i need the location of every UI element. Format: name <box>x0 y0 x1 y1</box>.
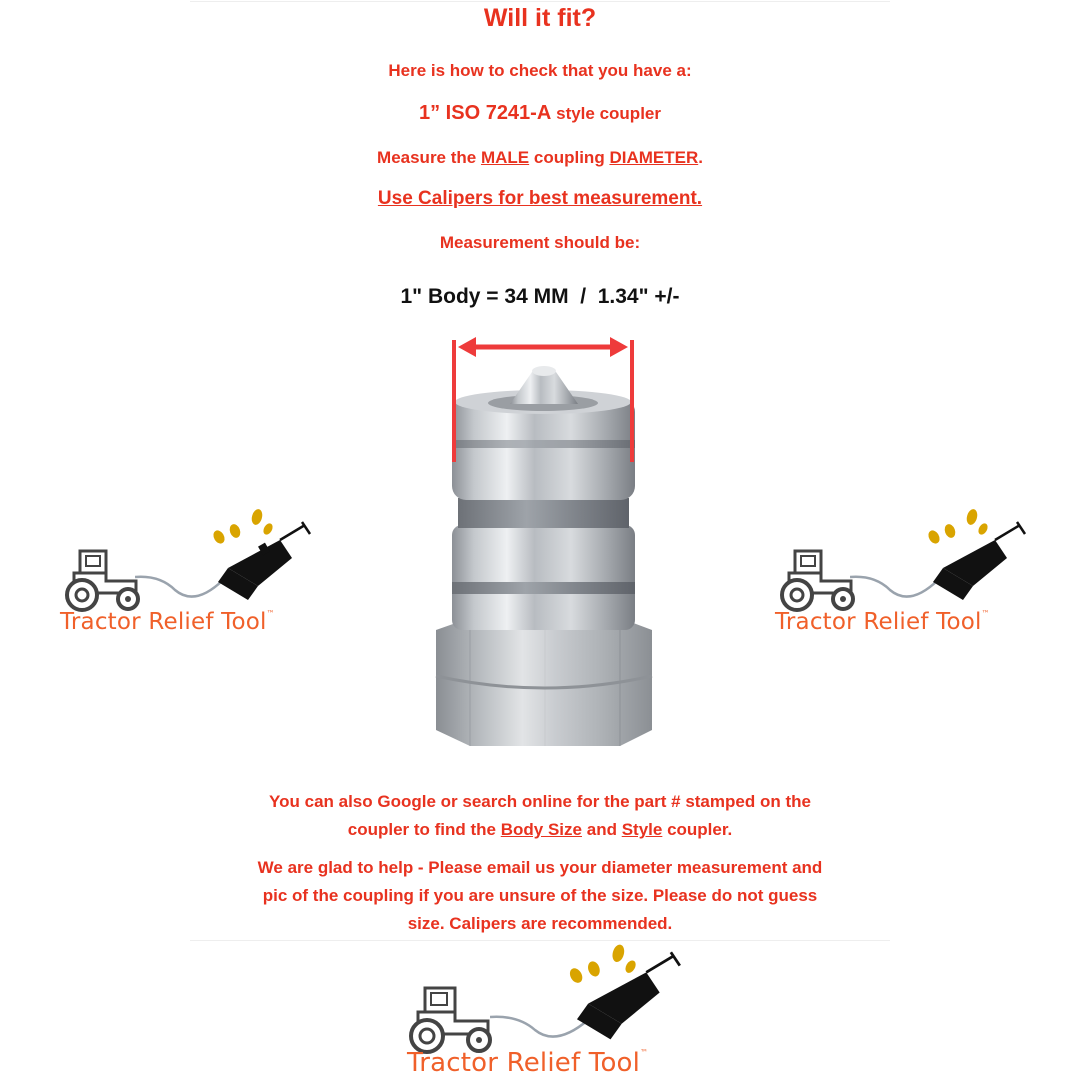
brand-name: Tractor Relief Tool™ <box>407 1048 649 1078</box>
help-text-line1: We are glad to help - Please email us your diameter measurement and <box>257 858 823 877</box>
google-tip-line1: You can also Google or search online for the part # stamped on the <box>269 792 811 811</box>
measurement-intro: Measurement should be: <box>439 233 641 252</box>
coupler-image <box>420 330 670 760</box>
google-tip-line2 <box>0 816 1080 844</box>
oil-drops-icon <box>205 505 285 550</box>
style-text: Style <box>621 820 663 839</box>
measure-period: . <box>698 148 703 167</box>
oil-drops-icon <box>920 505 1000 550</box>
brand-name: Tractor Relief Tool™ <box>775 609 990 635</box>
diameter-text: DIAMETER <box>609 148 699 167</box>
coupler-type <box>0 102 1080 125</box>
intro-text: Here is how to check that you have a: <box>388 61 692 80</box>
measure-before-text: Measure the <box>377 148 477 167</box>
help-text <box>0 854 1080 938</box>
google-tip <box>0 788 1080 844</box>
help-text-line3: size. Calipers are recommended. <box>407 914 673 933</box>
tractor-icon <box>403 980 503 1055</box>
calipers-tip: Use Calipers for best measurement. <box>377 188 703 209</box>
brand-name: Tractor Relief Tool™ <box>60 609 275 635</box>
google-tip-after: coupler. <box>667 820 733 839</box>
help-text-line2: pic of the coupling if you are unsure of the size. Please do not guess <box>262 886 818 905</box>
oil-drops-icon <box>560 940 650 990</box>
measure-instruction <box>0 148 1080 168</box>
and-text: and <box>586 820 617 839</box>
page-title: Will it fit? <box>483 4 597 32</box>
coupler-type-suffix: style coupler <box>556 104 661 123</box>
male-text: MALE <box>480 148 530 167</box>
google-tip-before: coupler to find the <box>347 820 497 839</box>
body-size-text: Body Size <box>500 820 582 839</box>
brand-logo-left <box>55 505 335 645</box>
coupling-text: coupling <box>533 148 605 167</box>
double-arrow-icon <box>454 337 632 357</box>
measurement-value: 1" Body = 34 MM / 1.34" +/- <box>400 285 680 308</box>
brand-logo-right <box>770 505 1050 645</box>
top-divider <box>190 1 890 2</box>
brand-logo-bottom <box>395 940 715 1080</box>
coupler-type-main: 1” ISO 7241-A <box>419 102 551 124</box>
